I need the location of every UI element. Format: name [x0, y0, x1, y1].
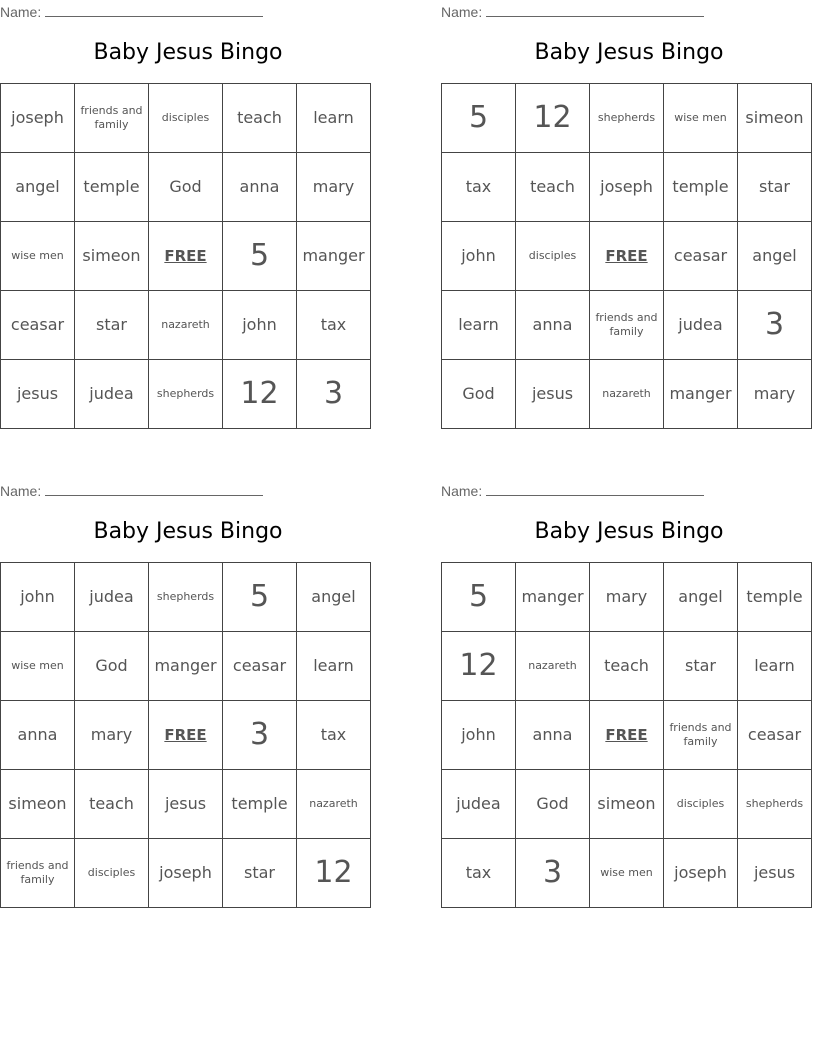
bingo-cell: angel — [664, 563, 738, 632]
bingo-cell: God — [75, 632, 149, 701]
bingo-cell: nazareth — [297, 770, 371, 839]
free-space: FREE — [590, 222, 664, 291]
name-label: Name: — [441, 4, 483, 20]
card-title: Baby Jesus Bingo — [93, 40, 283, 65]
bingo-cell: ceasar — [1, 291, 75, 360]
bingo-cell: 3 — [738, 291, 812, 360]
bingo-cell: joseph — [149, 839, 223, 908]
bingo-row — [1, 153, 371, 222]
bingo-cell: ceasar — [223, 632, 297, 701]
bingo-cell: tax — [297, 701, 371, 770]
bingo-cell: nazareth — [149, 291, 223, 360]
bingo-card-4 — [441, 479, 816, 915]
bingo-cell: mary — [297, 153, 371, 222]
bingo-cell: jesus — [149, 770, 223, 839]
bingo-cell: judea — [75, 563, 149, 632]
bingo-cell: disciples — [664, 770, 738, 839]
bingo-cell: manger — [664, 360, 738, 429]
bingo-grid — [0, 562, 371, 908]
bingo-cell: learn — [442, 291, 516, 360]
bingo-cell: wise men — [1, 222, 75, 291]
bingo-card-1 — [0, 0, 376, 436]
bingo-cell: john — [223, 291, 297, 360]
bingo-cell: mary — [590, 563, 664, 632]
bingo-row — [442, 632, 812, 701]
bingo-row — [1, 770, 371, 839]
bingo-cell: star — [664, 632, 738, 701]
bingo-cell: temple — [75, 153, 149, 222]
bingo-row — [1, 84, 371, 153]
bingo-cell: learn — [297, 84, 371, 153]
free-space: FREE — [149, 222, 223, 291]
bingo-cell: 5 — [442, 563, 516, 632]
free-space: FREE — [590, 701, 664, 770]
bingo-cell: mary — [738, 360, 812, 429]
bingo-row — [1, 222, 371, 291]
bingo-cell: wise men — [1, 632, 75, 701]
bingo-cell: john — [442, 222, 516, 291]
card-title: Baby Jesus Bingo — [534, 40, 724, 65]
bingo-cell: 3 — [297, 360, 371, 429]
bingo-cell: friends and family — [1, 839, 75, 908]
card-title: Baby Jesus Bingo — [93, 519, 283, 544]
bingo-cell: teach — [590, 632, 664, 701]
bingo-cell: shepherds — [590, 84, 664, 153]
bingo-cell: disciples — [75, 839, 149, 908]
bingo-row — [1, 632, 371, 701]
name-field — [0, 3, 263, 20]
name-blank-line — [486, 3, 704, 17]
name-blank-line — [45, 482, 263, 496]
bingo-row — [1, 839, 371, 908]
bingo-cell: judea — [664, 291, 738, 360]
bingo-cell: simeon — [1, 770, 75, 839]
bingo-cell: 5 — [442, 84, 516, 153]
bingo-cell: joseph — [590, 153, 664, 222]
bingo-cell: God — [149, 153, 223, 222]
bingo-cell: angel — [297, 563, 371, 632]
bingo-cell: 12 — [442, 632, 516, 701]
bingo-cell: anna — [223, 153, 297, 222]
bingo-row — [442, 291, 812, 360]
bingo-cell: jesus — [738, 839, 812, 908]
bingo-cell: tax — [442, 153, 516, 222]
name-label: Name: — [441, 483, 483, 499]
bingo-grid — [0, 83, 371, 429]
bingo-cell: 3 — [516, 839, 590, 908]
bingo-cell: 5 — [223, 563, 297, 632]
bingo-cell: mary — [75, 701, 149, 770]
bingo-cell: angel — [1, 153, 75, 222]
bingo-cell: ceasar — [664, 222, 738, 291]
bingo-cell: teach — [75, 770, 149, 839]
bingo-cell: friends and family — [590, 291, 664, 360]
bingo-card-2 — [441, 0, 816, 436]
bingo-cell: joseph — [664, 839, 738, 908]
bingo-cell: star — [223, 839, 297, 908]
bingo-cell: anna — [516, 291, 590, 360]
name-label: Name: — [0, 4, 42, 20]
bingo-cell: nazareth — [516, 632, 590, 701]
bingo-cell: simeon — [738, 84, 812, 153]
bingo-row — [442, 839, 812, 908]
bingo-cell: temple — [664, 153, 738, 222]
bingo-cell: 5 — [223, 222, 297, 291]
bingo-cell: simeon — [75, 222, 149, 291]
bingo-cell: teach — [516, 153, 590, 222]
bingo-cell: anna — [1, 701, 75, 770]
bingo-row — [442, 770, 812, 839]
bingo-cell: john — [442, 701, 516, 770]
bingo-card-3 — [0, 479, 376, 915]
bingo-cell: star — [75, 291, 149, 360]
bingo-cell: teach — [223, 84, 297, 153]
bingo-cell: joseph — [1, 84, 75, 153]
bingo-cell: disciples — [149, 84, 223, 153]
name-blank-line — [45, 3, 263, 17]
name-field — [0, 482, 263, 499]
bingo-grid — [441, 562, 812, 908]
bingo-row — [442, 701, 812, 770]
name-field — [441, 3, 704, 20]
bingo-cell: judea — [75, 360, 149, 429]
bingo-cell: jesus — [1, 360, 75, 429]
bingo-cell: God — [516, 770, 590, 839]
bingo-cell: judea — [442, 770, 516, 839]
bingo-cell: 12 — [297, 839, 371, 908]
bingo-cell: God — [442, 360, 516, 429]
name-field — [441, 482, 704, 499]
bingo-cell: 12 — [516, 84, 590, 153]
bingo-cell: temple — [223, 770, 297, 839]
bingo-grid — [441, 83, 812, 429]
bingo-cell: learn — [738, 632, 812, 701]
bingo-cell: manger — [149, 632, 223, 701]
bingo-row — [442, 153, 812, 222]
bingo-cell: 12 — [223, 360, 297, 429]
bingo-cell: friends and family — [75, 84, 149, 153]
bingo-row — [1, 360, 371, 429]
bingo-cell: wise men — [664, 84, 738, 153]
bingo-cell: nazareth — [590, 360, 664, 429]
free-space: FREE — [149, 701, 223, 770]
bingo-cell: learn — [297, 632, 371, 701]
bingo-cell: tax — [297, 291, 371, 360]
card-title: Baby Jesus Bingo — [534, 519, 724, 544]
bingo-row — [442, 360, 812, 429]
bingo-cell: tax — [442, 839, 516, 908]
bingo-cell: ceasar — [738, 701, 812, 770]
bingo-cell: anna — [516, 701, 590, 770]
bingo-cell: angel — [738, 222, 812, 291]
bingo-cell: friends and family — [664, 701, 738, 770]
bingo-cell: shepherds — [149, 563, 223, 632]
name-label: Name: — [0, 483, 42, 499]
bingo-cell: shepherds — [149, 360, 223, 429]
bingo-row — [442, 84, 812, 153]
bingo-cell: simeon — [590, 770, 664, 839]
bingo-cell: manger — [297, 222, 371, 291]
bingo-cell: star — [738, 153, 812, 222]
name-blank-line — [486, 482, 704, 496]
bingo-cell: temple — [738, 563, 812, 632]
bingo-cell: john — [1, 563, 75, 632]
bingo-row — [1, 701, 371, 770]
bingo-cell: manger — [516, 563, 590, 632]
bingo-cell: 3 — [223, 701, 297, 770]
bingo-row — [1, 563, 371, 632]
bingo-row — [442, 563, 812, 632]
bingo-cell: wise men — [590, 839, 664, 908]
bingo-cell: disciples — [516, 222, 590, 291]
bingo-cell: jesus — [516, 360, 590, 429]
bingo-cell: shepherds — [738, 770, 812, 839]
bingo-row — [442, 222, 812, 291]
bingo-row — [1, 291, 371, 360]
